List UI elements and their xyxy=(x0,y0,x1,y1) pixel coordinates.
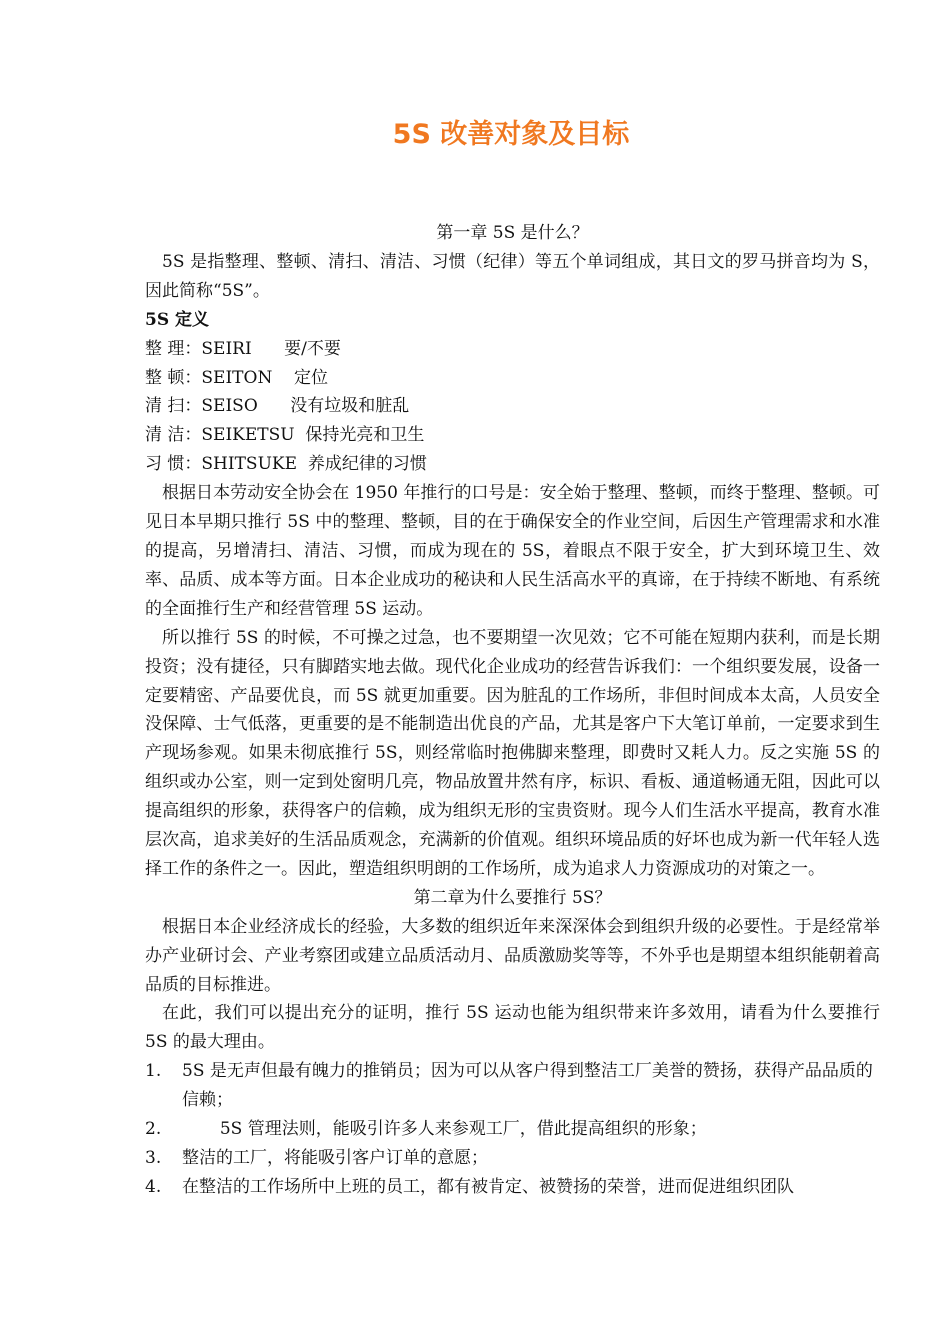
definition-gap xyxy=(252,339,284,359)
definition-list xyxy=(145,335,880,480)
chapter2-paragraph: 根据日本企业经济成长的经验，大多数的组织近年来深深体会到组织升级的必要性。于是经常举办产业研讨会、产业考察团或建立品质活动月、品质激励奖等等，不外乎也是期望本组织能朝着高品质的目标推进。 xyxy=(145,916,880,995)
chapter1-heading: 第一章 5S 是什么？ xyxy=(436,223,589,243)
definition-gap xyxy=(297,454,308,474)
definition-row xyxy=(145,335,880,364)
list-item xyxy=(145,1173,880,1202)
definition-term: 清 扫： xyxy=(145,396,202,417)
definition-roman: SEIKETSU xyxy=(201,425,295,446)
definition-meaning: 没有垃圾和脏乱 xyxy=(290,396,410,417)
definition-row xyxy=(145,392,880,421)
definition-meaning: 保持光亮和卫生 xyxy=(305,425,425,446)
definition-meaning: 养成纪律的习惯 xyxy=(307,454,427,475)
list-item-number: 3. xyxy=(145,1148,162,1168)
definition-row xyxy=(145,364,880,393)
list-item-text: 在整洁的工作场所中上班的员工，都有被肯定、被赞扬的荣誉，进而促进组织团队 xyxy=(182,1176,794,1197)
list-item-text: 5S 管理法则，能吸引许多人来参观工厂，借此提高组织的形象； xyxy=(182,1119,707,1140)
definition-row xyxy=(145,421,880,450)
definition-gap xyxy=(272,368,294,388)
chapter1-intro: 5S 是指整理、整顿、清扫、清洁、习惯（纪律）等五个单词组成，其日文的罗马拼音均为 S，因此简称“5S”。 xyxy=(145,251,880,301)
list-item-text: 5S 是无声但最有魄力的推销员；因为可以从客户得到整洁工厂美誉的赞扬，获得产品品质的信赖； xyxy=(182,1061,873,1111)
definition-gap xyxy=(295,425,306,445)
list-item xyxy=(145,1144,880,1173)
chapter1-paragraph: 所以推行 5S 的时候，不可操之过急，也不要期望一次见效；它不可能在短期内获利，而是长期投资；没有捷径，只有脚踏实地去做。现代化企业成功的经营告诉我们：一个组织要发展，设备一定要精密、产品要优良，而 5S 就更加重要。因为脏乱的工作场所，非但时间成本太高，人员安全没保障、士气低落，更重要的是不能制造出优良的产品，尤其是客户下大笔订单前，一定要求到生产现场参观。如果未彻底推行 5S，则经常临时抱佛脚来整理，即费时又耗人力。反之实施 5S 的组织或办公室，则一定到处窗明几亮，物品放置井然有序，标识、看板、通道畅通无阻，因此可以提高组织的形象，获得客户的信赖，成为组织无形的宝贵资财。现今人们生活水平提高，教育水准层次高，追求美好的生活品质观念，充满新的价值观。组织环境品质的好坏也成为新一代年轻人选择工作的条件之一。因此，塑造组织明朗的工作场所，成为追求人力资源成功的对策之一。 xyxy=(145,627,880,879)
chapter1-paragraph: 根据日本劳动安全协会在 1950 年推行的口号是：安全始于整理、整顿，而终于整理、整顿。可见日本早期只推行 5S 中的整理、整顿，目的在于确保安全的作业空间，后因生产管理需求和水准的提高，另增清扫、清洁、习惯，而成为现在的 5S，着眼点不限于安全，扩大到环境卫生、效率、品质、成本等方面。日本企业成功的秘诀和人民生活高水平的真谛，在于持续不断地、有系统的全面推行生产和经营管理 5S 运动。 xyxy=(145,483,880,619)
definition-term: 清 洁： xyxy=(145,425,202,446)
list-item-number: 4. xyxy=(145,1176,162,1197)
list-item-number: 2. xyxy=(145,1119,162,1140)
definition-roman: SEISO xyxy=(201,396,258,417)
definition-roman: SEITON xyxy=(201,367,273,388)
list-item xyxy=(145,1057,880,1115)
definition-roman: SHITSUKE xyxy=(201,454,298,475)
chapter2-paragraph: 在此，我们可以提出充分的证明，推行 5S 运动也能为组织带来许多效用，请看为什么要推行 5S 的最大理由。 xyxy=(145,1003,880,1053)
definition-term: 整 理： xyxy=(145,338,202,359)
definition-meaning: 要/不要 xyxy=(284,338,341,359)
document-body xyxy=(145,219,880,1202)
reason-list xyxy=(145,1057,880,1202)
definition-row xyxy=(145,450,880,479)
definition-gap xyxy=(258,396,290,416)
list-item xyxy=(145,1115,880,1144)
list-item-number: 1. xyxy=(145,1061,162,1082)
definition-roman: SEIRI xyxy=(201,338,252,359)
document-title: 5S 改善对象及目标 xyxy=(392,119,630,150)
list-item-text: 整洁的工厂，将能吸引客户订单的意愿； xyxy=(182,1148,488,1168)
definition-term: 习 惯： xyxy=(145,454,202,475)
chapter2-heading: 第二章为什么要推行 5S？ xyxy=(413,887,612,908)
definition-term: 整 顿： xyxy=(145,367,202,388)
definition-heading: 5S 定义 xyxy=(145,309,210,330)
definition-meaning: 定位 xyxy=(293,367,328,388)
